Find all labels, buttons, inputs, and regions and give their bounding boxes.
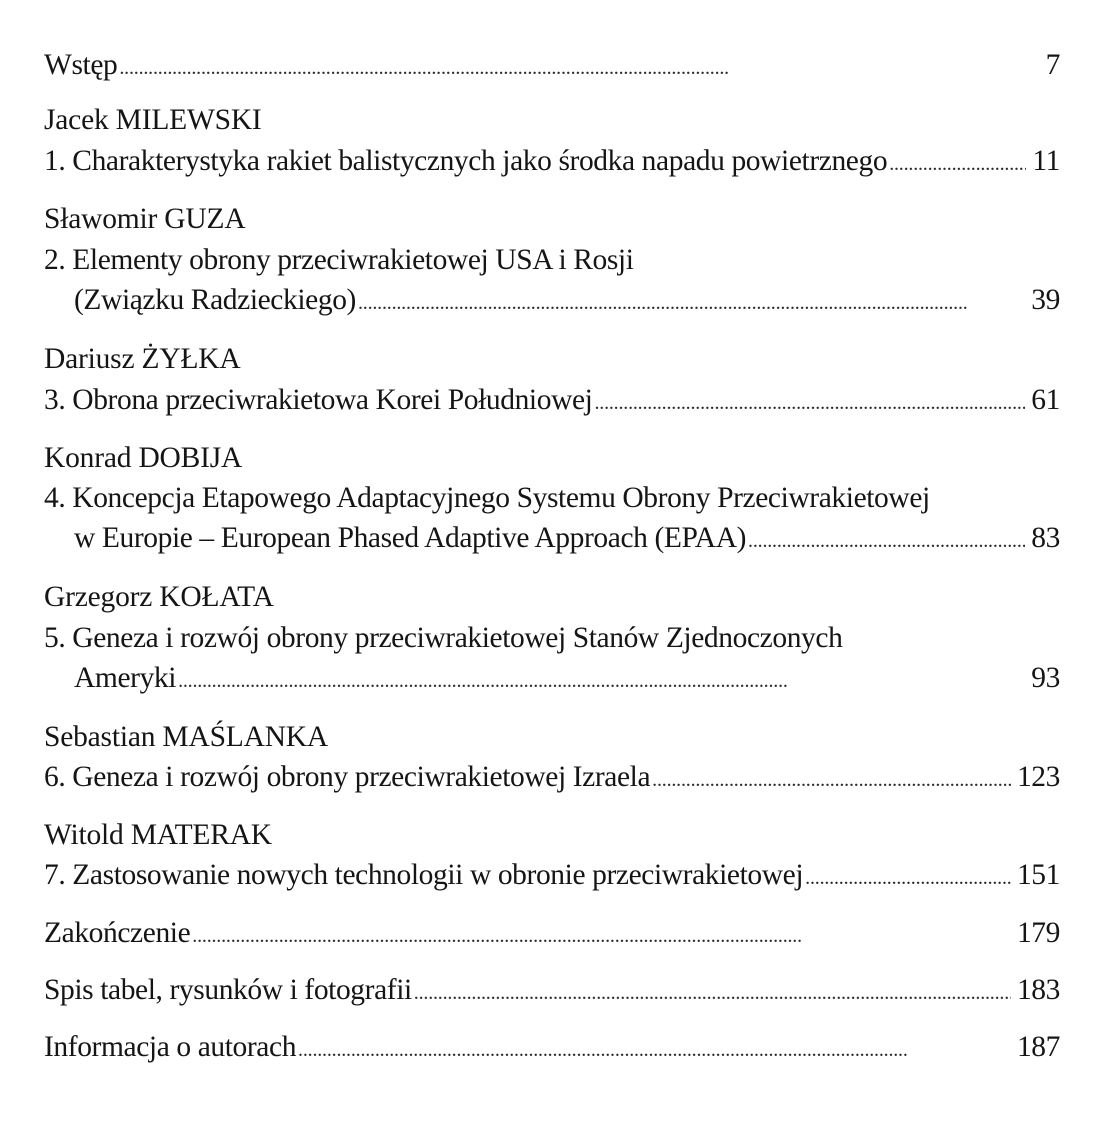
toc-entry-chapter-4 — [74, 519, 1060, 557]
toc-page-number: 61 — [1031, 384, 1060, 416]
toc-entry-title-continuation: (Związku Radzieckiego) — [74, 284, 356, 316]
toc-entry-chapter-5 — [74, 659, 1060, 697]
dot-leader — [805, 859, 1011, 897]
toc-entry-chapter-2 — [74, 281, 1060, 319]
toc-entry-title: Wstęp — [44, 49, 118, 81]
toc-entry-title: 1. Charakterystyka rakiet balistycznych jako środka napadu powietrznego — [44, 145, 888, 177]
toc-entry-title: Zakończenie — [44, 917, 191, 949]
toc-entry-title: 7. Zastosowanie nowych technologii w obronie przeciwrakietowej — [44, 859, 804, 891]
toc-entry-title: 4. Koncepcja Etapowego Adaptacyjnego Systemu Obrony Przeciwrakietowej — [44, 482, 930, 514]
toc-page-number: 7 — [1045, 49, 1060, 81]
toc-entry-title: 6. Geneza i rozwój obrony przeciwrakietowej Izraela — [44, 761, 651, 793]
toc-entry-chapter-7 — [44, 856, 1060, 894]
dot-leader — [748, 522, 1025, 560]
dot-leader — [178, 662, 1025, 700]
chapter-author: Dariusz ŻYŁKA — [44, 343, 241, 375]
toc-entry-title-continuation: Ameryki — [74, 662, 177, 694]
toc-entry-chapter-6 — [44, 758, 1060, 796]
toc-entry-chapter-3 — [44, 381, 1060, 419]
toc-entry-chapter-1 — [44, 142, 1060, 180]
toc-entry-title: 2. Elementy obrony przeciwrakietowej USA i Rosji — [44, 244, 634, 276]
chapter-author: Witold MATERAK — [44, 819, 272, 851]
chapter-author: Grzegorz KOŁATA — [44, 581, 274, 613]
toc-page-number: 151 — [1016, 859, 1060, 891]
chapter-author: Konrad DOBIJA — [44, 442, 243, 474]
dot-leader — [594, 384, 1025, 422]
toc-entry-title: 5. Geneza i rozwój obrony przeciwrakietowej Stanów Zjednoczonych — [44, 622, 843, 654]
toc-entry-title: Spis tabel, rysunków i fotografii — [44, 974, 412, 1006]
toc-entry-title: 3. Obrona przeciwrakietowa Korei Południowej — [44, 384, 593, 416]
chapter-author: Sebastian MAŚLANKA — [44, 721, 329, 753]
dot-leader — [298, 1031, 1011, 1069]
dot-leader — [889, 145, 1026, 183]
toc-entry-about-authors — [44, 1028, 1060, 1066]
chapter-author: Sławomir GUZA — [44, 203, 246, 235]
dot-leader — [192, 917, 1011, 955]
toc-entry-list-of-figures — [44, 971, 1060, 1009]
toc-entry-title-continuation: w Europie – European Phased Adaptive Approach (EPAA) — [74, 522, 747, 554]
toc-entry-conclusion — [44, 914, 1060, 952]
toc-page-number: 187 — [1016, 1031, 1060, 1063]
dot-leader — [119, 49, 1039, 87]
toc-entry-title: Informacja o autorach — [44, 1031, 297, 1063]
toc-page-number: 93 — [1031, 662, 1060, 694]
toc-page-number: 183 — [1016, 974, 1060, 1006]
toc-page-number: 123 — [1016, 761, 1060, 793]
toc-page-number: 11 — [1032, 145, 1060, 177]
dot-leader — [358, 284, 1025, 322]
toc-page-number: 83 — [1031, 522, 1060, 554]
toc-entry-intro — [44, 46, 1060, 84]
dot-leader — [652, 761, 1011, 799]
toc-page-number: 39 — [1031, 284, 1060, 316]
toc-page-number: 179 — [1016, 917, 1060, 949]
dot-leader — [414, 974, 1011, 1012]
chapter-author: Jacek MILEWSKI — [44, 104, 262, 136]
